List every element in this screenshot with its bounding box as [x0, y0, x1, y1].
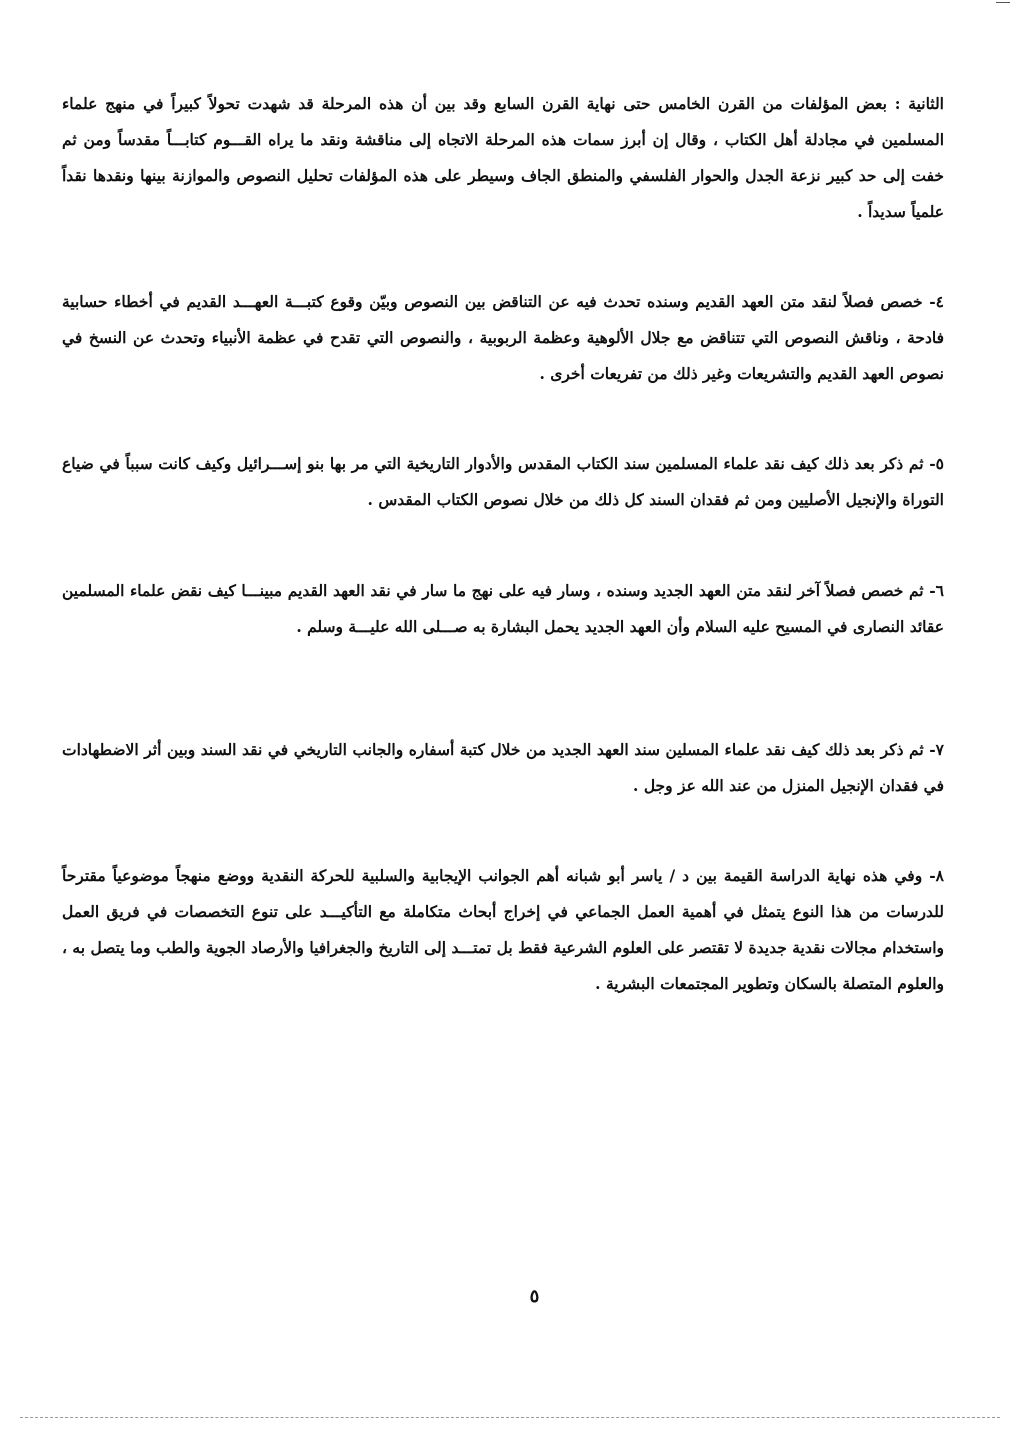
- page-number: ٥: [529, 1286, 540, 1307]
- scan-corner-mark: [996, 2, 1010, 9]
- paragraph-item-7: ٧- ثم ذكر بعد ذلك كيف نقد علماء المسلين سند العهد الجديد من خلال كتبة أسفاره والجانب التاريخي في نقد السند وبين أثر الاضطهادات في فقدان الإنجيل المنزل من عند الله عز وجل .: [62, 739, 944, 795]
- paragraph-item-4: ٤- خصص فصلاً لنقد متن العهد القديم وسنده تحدث فيه عن التناقض بين النصوص وبيّن وقوع كتبـــة العهـــد القديم في أخطاء حسابية فادحة ، وناقش النصوص التي تتناقض مع جلال الألوهية وعظمة الربوبية ، والنصوص التي تقدح في عظمة الأنبياء وتحدث عن النسخ في نصوص العهد القديم والتشريعات وغير ذلك من تفريعات أخرى .: [62, 291, 944, 383]
- paragraph-item-6: ٦- ثم خصص فصلاً آخر لنقد متن العهد الجديد وسنده ، وسار فيه على نهج ما سار في نقد العهد القديم مبينـــا كيف نقض علماء المسلمين عقائد النصارى في المسيح عليه السلام وأن العهد الجديد يحمل البشارة به صـــلى الله عليـــة وسلم .: [62, 580, 944, 636]
- paragraph-item-5: ٥- ثم ذكر بعد ذلك كيف نقد علماء المسلمين سند الكتاب المقدس والأدوار التاريخية التي مر بها بنو إســـرائيل وكيف كانت سبباً في ضياع التوراة والإنجيل الأصليين ومن ثم فقدان السند كل ذلك من خلال نصوص الكتاب المقدس .: [62, 453, 944, 509]
- scan-edge-line: [20, 1417, 1000, 1418]
- paragraph-item-8: ٨- وفي هذه نهاية الدراسة القيمة بين د / ياسر أبو شبانه أهم الجوانب الإيجابية والسلبية للحركة النقدية ووضع منهجاً موضوعياً مقترحاً للدرسات من هذا النوع يتمثل في أهمية العمل الجماعي في إخراج أبحاث متكاملة مع التأكيـــد على تنوع التخصصات في فريق العمل واستخدام مجالات نقدية جديدة لا تقتصر على العلوم الشرعية فقط بل تمتـــد إلى التاريخ والجغرافيا والأرصاد الجوية والطب وما يتصل به ، والعلوم المتصلة بالسكان وتطوير المجتمعات البشرية .: [62, 865, 944, 993]
- paragraph-second-stage: الثانية : بعض المؤلفات من القرن الخامس حتى نهاية القرن السابع وقد بين أن هذه المرحلة قد شهدت تحولاً كبيراً في منهج علماء المسلمين في مجادلة أهل الكتاب ، وقال إن أبرز سمات هذه المرحلة الاتجاه إلى مناقشة ونقد ما يراه القـــوم كتابـــاً مقدساً ومن ثم خفت إلى حد كبير نزعة الجدل والحوار الفلسفي والمنطق الجاف وسيطر على هذه المؤلفات تحليل النصوص والموازنة بينها ونقدها نقداً علمياً سديداً .: [62, 93, 944, 221]
